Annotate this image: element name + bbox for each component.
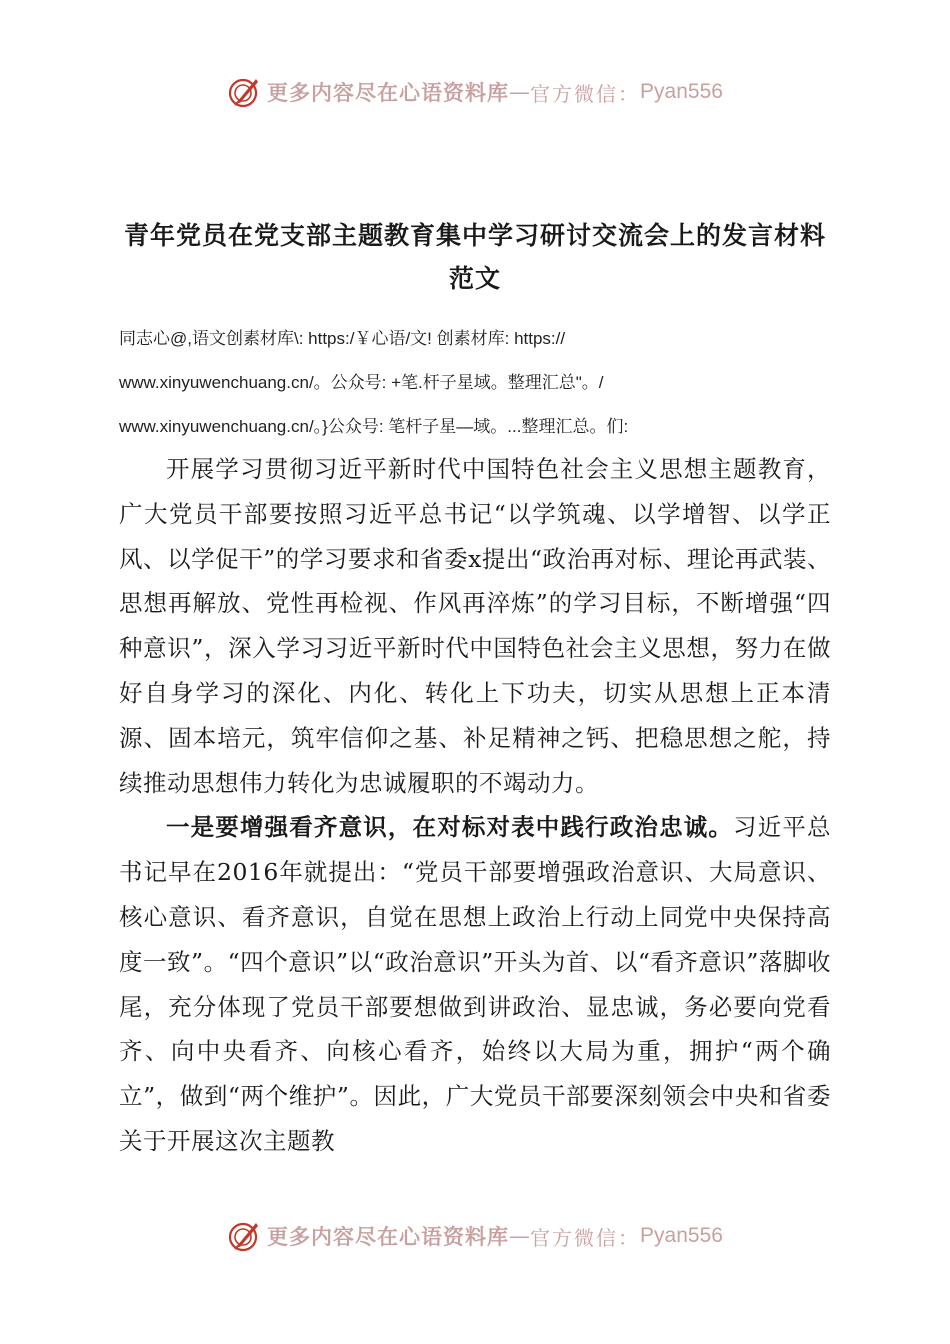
watermark-dash: — — [509, 80, 531, 104]
watermark-wechat-id: Pyan556 — [640, 1224, 723, 1247]
meta-line-3: www.xinyuwenchuang.cn/。}公众号: 笔杆子星—域。...整理汇总。们: — [119, 417, 629, 436]
document-body — [119, 447, 831, 1164]
paragraph-lead: 一是要增强看齐意识，在对标对表中践行政治忠诚。 — [166, 813, 734, 842]
watermark-wechat-label: 官方微信： — [530, 1225, 641, 1250]
watermark-wechat-id: Pyan556 — [640, 80, 723, 103]
quill-logo-icon — [227, 74, 263, 110]
watermark-wechat-label: 官方微信： — [530, 81, 641, 106]
quill-logo-icon — [227, 1218, 263, 1254]
meta-line-2: www.xinyuwenchuang.cn/。公众号: +笔.杆子星域。整理汇总"。/ — [119, 373, 604, 392]
paragraph-body: 习近平总书记早在2016年就提出：“党员干部要增强政治意识、大局意识、核心意识、看齐意识，自觉在思想上政治上行动上同党中央保持高度一致”。“四个意识”以“政治意识”开头为首、以“看齐意识”落脚收尾，充分体现了党员干部要想做到讲政治、显忠诚，务必要向党看齐、向中央看齐、向核心看齐，始终以大局为重，拥护“两个确立”，做到“两个维护”。因此，广大党员干部要深刻领会中央和省委关于开展这次主题教 — [119, 813, 832, 1155]
title-line-1: 青年党员在党支部主题教育集中学习研讨交流会上的发言材料 — [123, 221, 826, 250]
document-title — [100, 214, 850, 300]
watermark-banner-top — [0, 72, 950, 112]
watermark-text: 更多内容尽在心语资料库 — [267, 80, 510, 105]
meta-line-1: 同志心@,语文创素材库\: https:/￥心语/文! 创素材库: https:// — [119, 329, 566, 348]
paragraph-point-one — [119, 805, 831, 1163]
watermark-dash: — — [509, 1224, 531, 1248]
watermark-text: 更多内容尽在心语资料库 — [267, 1224, 510, 1249]
watermark-banner-bottom — [0, 1216, 950, 1256]
paragraph-intro: 开展学习贯彻习近平新时代中国特色社会主义思想主题教育，广大党员干部要按照习近平总书记“以学筑魂、以学增智、以学正风、以学促干”的学习要求和省委x提出“政治再对标、理论再武装、思想再解放、党性再检视、作风再淬炼”的学习目标，不断增强“四种意识”，深入学习习近平新时代中国特色社会主义思想，努力在做好自身学习的深化、内化、转化上下功夫，切实从思想上正本清源、固本培元，筑牢信仰之基、补足精神之钙、把稳思想之舵，持续推动思想伟力转化为忠诚履职的不竭动力。 — [119, 455, 831, 797]
title-line-2: 范文 — [448, 264, 501, 293]
